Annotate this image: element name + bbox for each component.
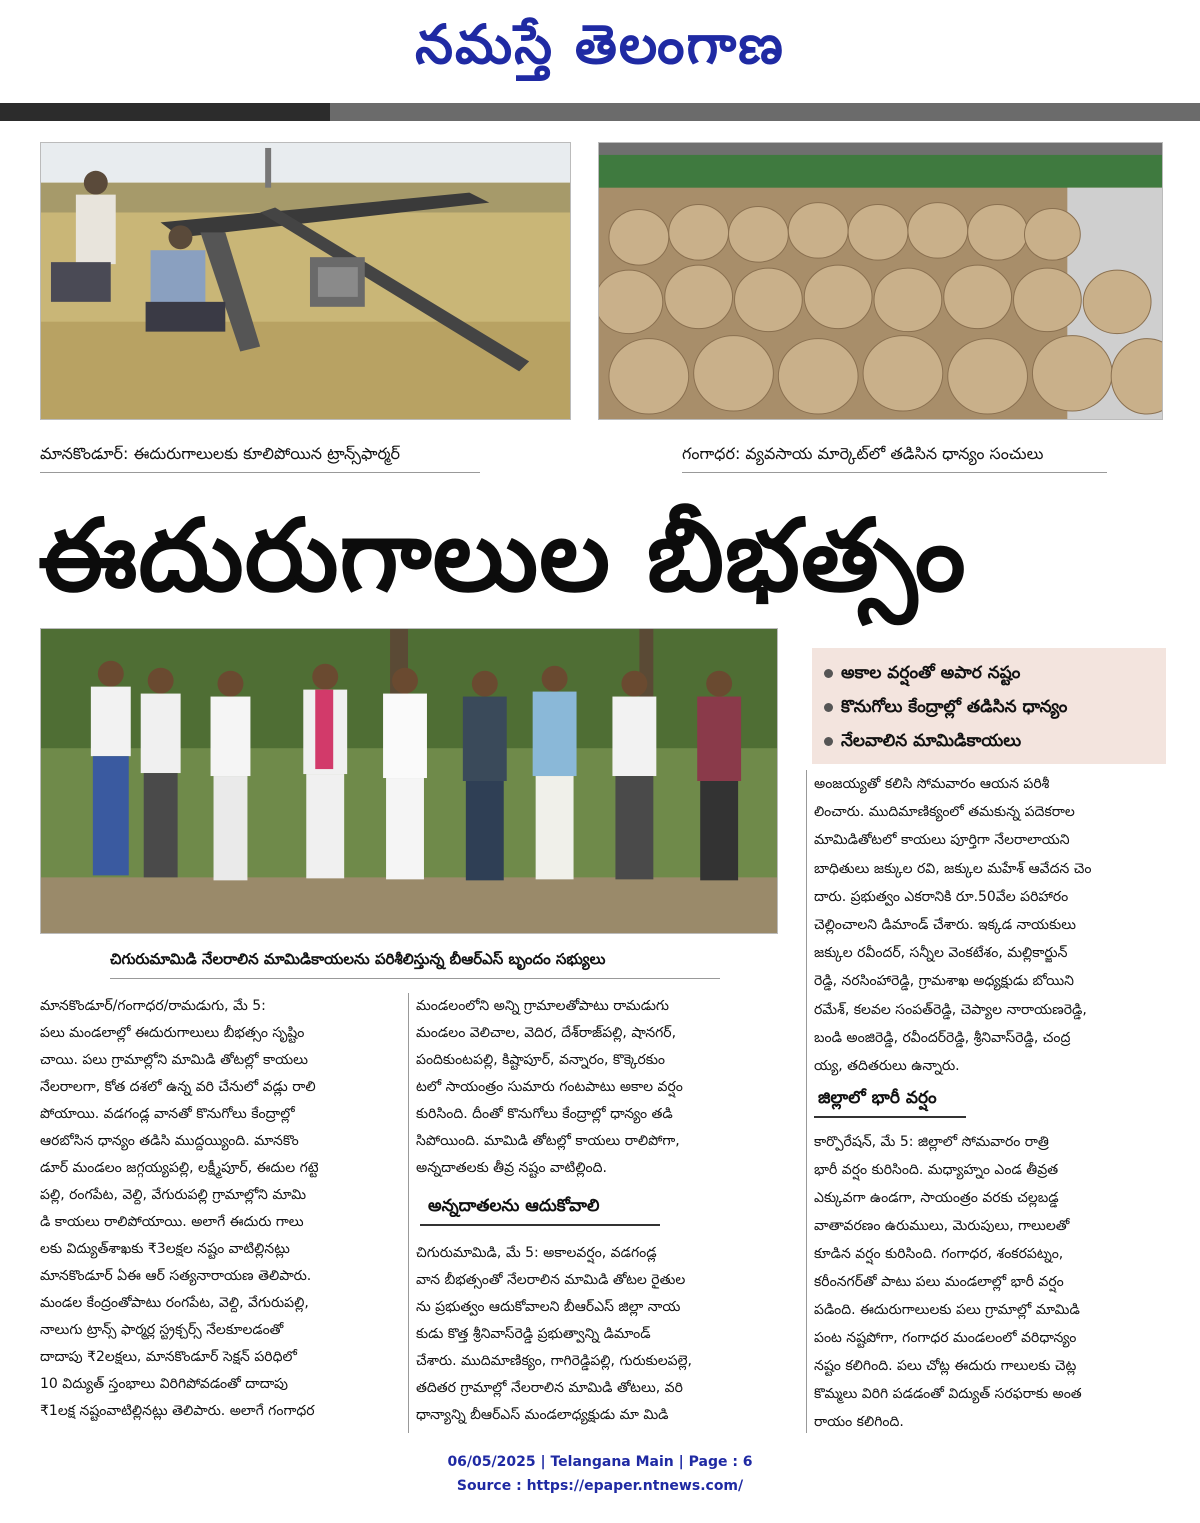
- text-line: డి కాయలు రాలిపోయాయి. అలాగే ఈదురు గాలు: [40, 1214, 304, 1230]
- text-line: మండలంలోని అన్ని గ్రామాలతోపాటు రామడుగు: [416, 998, 669, 1014]
- text-line: పలు మండలాల్లో ఈదురుగాలులు బీభత్సం సృష్టిం: [40, 1025, 305, 1041]
- article-col3-bottom: [814, 1128, 1166, 1436]
- text-line: కరీంనగర్‌తో పాటు పలు మండలాల్లో భారీ వర్షం: [814, 1274, 1064, 1290]
- text-line: కుడు కొత్త శ్రీనివాస్‌రెడ్డి ప్రభుత్వాన్ని డిమాండ్: [416, 1326, 651, 1342]
- text-line: ఎక్కువగా ఉండగా, సాయంత్రం వరకు చల్లబడ్డ: [814, 1190, 1059, 1206]
- text-line: నేలరాలగా, కోత దశలో ఉన్న వరి చేనులో వడ్లు రాలి: [40, 1079, 316, 1095]
- masthead-bar: [0, 103, 1200, 121]
- text-line: అంజయ్యతో కలిసి సోమవారం ఆయన పరిశీ: [814, 776, 1050, 792]
- text-line: 10 విద్యుత్ స్తంభాలు విరిగిపోవడంతో దాదాపు: [40, 1376, 288, 1392]
- article-col2-top: [416, 993, 782, 1182]
- highlight-text: కొనుగోలు కేంద్రాల్లో తడిసిన ధాన్యం: [841, 697, 1068, 717]
- bullet-icon: [824, 703, 833, 712]
- text-line: భారీ వర్షం కురిసింది. మధ్యాహ్నం ఎండ తీవ్రత: [814, 1162, 1059, 1178]
- highlight-text: నేలవాలిన మామిడికాయలు: [841, 731, 1022, 751]
- text-line: సిపోయింది. మామిడి తోటల్లో కాయలు రాలిపోగా,: [416, 1133, 680, 1149]
- text-line: ను ప్రభుత్వం ఆదుకోవాలని బీఆర్‌ఎస్ జిల్లా నాయ: [416, 1299, 681, 1315]
- text-line: పోయాయి. వడగండ్ల వానతో కొనుగోలు కేంద్రాల్లో: [40, 1106, 295, 1122]
- text-line: చేశారు. ముదిమాణిక్యం, గాగిరెడ్డిపల్లి, గురుకులపల్లె,: [416, 1353, 693, 1369]
- text-line: మండలం వెలిచాల, వెదిర, దేశ్‌రాజ్‌పల్లి, షానగర్,: [416, 1025, 677, 1041]
- text-line: కొమ్మలు విరిగి పడడంతో విద్యుత్ సరఫరాకు అంత: [814, 1386, 1082, 1402]
- caption-right-rule: [682, 472, 1107, 473]
- text-line: ధాన్యాన్ని బీఆర్‌ఎస్ మండలాధ్యక్షుడు మా మిడి: [416, 1407, 669, 1423]
- photo-fallen-transformer: [40, 142, 571, 420]
- article-col3-top: [814, 770, 1166, 1080]
- text-line: పంట నష్టపోగా, గంగాధర మండలంలో వరిధాన్యం: [814, 1330, 1077, 1346]
- text-line: మండల కేంద్రంతోపాటు రంగపేట, వెల్ది, వేగురుపల్లి,: [40, 1295, 309, 1311]
- text-line: కూడిన వర్షం కురిసింది. గంగాధర, శంకరపట్నం,: [814, 1246, 1064, 1262]
- column-divider: [408, 993, 409, 1433]
- text-line: ఆరబోసిన ధాన్యం తడిసి ముద్దయ్యింది. మానకొం: [40, 1133, 299, 1149]
- text-line: డూర్ మండలం జగ్గయ్యపల్లి, లక్ష్మీపూర్, ఈదుల గట్టె: [40, 1160, 319, 1176]
- text-line: పల్లి, రంగపేట, వెల్ది, వేగురుపల్లి గ్రామాల్లోని మామి: [40, 1187, 307, 1203]
- footer-date-line: 06/05/2025 | Telangana Main | Page : 6: [447, 1454, 753, 1470]
- text-line: బండి అంజిరెడ్డి, రవీందర్‌రెడ్డి, శ్రీనివాస్‌రెడ్డి, చంద్ర: [814, 1029, 1071, 1046]
- caption-left-rule: [40, 472, 480, 473]
- highlight-text: అకాల వర్షంతో అపార నష్టం: [841, 663, 1021, 683]
- masthead-bar-accent: [0, 103, 330, 121]
- bullet-icon: [824, 737, 833, 746]
- text-line: చాయి. పలు గ్రామాల్లోని మామిడి తోటల్లో కాయలు: [40, 1052, 308, 1068]
- subhead-heavy-rain: జిల్లాలో భారీ వర్షం: [818, 1088, 937, 1108]
- bullet-icon: [824, 669, 833, 678]
- text-line: దారు. ప్రభుత్వం ఎకరానికి రూ.50వేల పరిహారం: [814, 888, 1069, 905]
- text-line: పందికుంటపల్లి, కిష్టాపూర్, వన్నారం, కొక్కెరకుం: [416, 1052, 666, 1068]
- footer-source-link[interactable]: Source : https://epaper.ntnews.com/: [456, 1478, 744, 1494]
- dateline: చిగురుమామిడి, మే 5: అకాలవర్షం, వడగండ్ల: [416, 1245, 657, 1261]
- text-line: జక్కుల రవీందర్, సన్నీల వెంకటేశం, మల్లికార్జున్: [814, 945, 1068, 962]
- subhead-annadatalu: అన్నదాతలను ఆదుకోవాలి: [428, 1196, 600, 1216]
- newspaper-title: నమస్తే తెలంగాణ: [415, 12, 785, 76]
- caption-right-photo: గంగాధర: వ్యవసాయ మార్కెట్‌లో తడిసిన ధాన్యం సంచులు: [682, 444, 1044, 463]
- subhead-rule: [420, 1224, 660, 1226]
- text-line: నష్టం కలిగింది. పలు చోట్ల ఈదురు గాలులకు చెట్ల: [814, 1358, 1077, 1374]
- headline: ఈదురుగాలుల బీభత్సం: [38, 497, 967, 614]
- photo-grain-sacks: [598, 142, 1163, 420]
- dateline: కార్పొరేషన్, మే 5: జిల్లాలో సోమవారం రాత్రి: [814, 1134, 1049, 1150]
- text-line: రెడ్డి, నరసింహారెడ్డి, గ్రామశాఖ అధ్యక్షుడు బోయిని: [814, 973, 1074, 990]
- dateline: మానకొండూర్/గంగాధర/రామడుగు, మే 5:: [40, 998, 266, 1014]
- text-line: మానకొండూర్ ఏఈ ఆర్ సత్యనారాయణ తెలిపారు.: [40, 1268, 312, 1284]
- highlight-item: [824, 656, 1156, 690]
- text-line: కురిసింది. దీంతో కొనుగోలు కేంద్రాల్లో ధాన్యం తడి: [416, 1106, 673, 1122]
- text-line: దాదాపు ₹2లక్షలు, మానకొండూర్ సెక్షన్ పరిధిలో: [40, 1349, 297, 1365]
- text-line: లకు విద్యుత్‌శాఖకు ₹3లక్షల నష్టం వాటిల్లినట్లు: [40, 1241, 290, 1257]
- text-line: లించారు. ముదిమాణిక్యంలో తమకున్న పదెకరాల: [814, 804, 1075, 821]
- text-line: రమేశ్, కలవల సంపత్‌రెడ్డి, చెప్యాల నారాయణరెడ్డి,: [814, 1001, 1087, 1018]
- text-line: పడింది. ఈదురుగాలులకు పలు గ్రామాల్లో మామిడి: [814, 1302, 1080, 1318]
- highlight-item: [824, 690, 1156, 724]
- text-line: అన్నదాతలకు తీవ్ర నష్టం వాటిల్లింది.: [416, 1160, 607, 1176]
- text-line: వాతావరణం ఉరుములు, మెరుపులు, గాలులతో: [814, 1218, 1070, 1234]
- text-line: వాన బీభత్సంతో నేలరాలిన మామిడి తోటల రైతుల: [416, 1272, 686, 1288]
- caption-group-rule: [110, 978, 720, 979]
- subhead-rule: [814, 1116, 966, 1118]
- caption-group-photo: చిగురుమామిడి నేలరాలిన మామిడికాయలను పరిశీలిస్తున్న బీఆర్‌ఎస్ బృందం సభ్యులు: [110, 950, 606, 968]
- text-line: ₹1లక్ష నష్టంవాటిల్లినట్లు తెలిపారు. అలాగే గంగాధర: [40, 1403, 315, 1419]
- text-line: తదితర గ్రామాల్లో నేలరాలిన మామిడి తోటలు, వరి: [416, 1380, 683, 1396]
- highlights-box: [812, 648, 1166, 764]
- masthead: [0, 0, 1200, 100]
- column-divider: [806, 770, 807, 1433]
- text-line: మామిడితోటలో కాయలు పూర్తిగా నేలరాలాయని: [814, 832, 1070, 849]
- text-line: య్య, తదితరులు ఉన్నారు.: [814, 1058, 960, 1075]
- text-line: రాయం కలిగింది.: [814, 1414, 904, 1430]
- text-line: చెల్లించాలని డిమాండ్ చేశారు. ఇక్కడ నాయకులు: [814, 917, 1076, 934]
- text-line: నాలుగు ట్రాన్స్ ఫార్మర్ల స్ట్రక్చర్స్ నేలకూలడంతో: [40, 1322, 284, 1338]
- text-line: బాధితులు జక్కుల రవి, జక్కుల మహేశ్ ఆవేదన చెం: [814, 860, 1092, 877]
- photo-brs-team: [40, 628, 778, 934]
- caption-left-photo: మానకొండూర్: ఈదురుగాలులకు కూలిపోయిన ట్రాన్స్‌ఫార్మర్: [40, 444, 401, 463]
- text-line: టలో సాయంత్రం సుమారు గంటపాటు అకాల వర్షం: [416, 1079, 683, 1095]
- article-col2-bottom: [416, 1240, 782, 1429]
- highlight-item: [824, 724, 1156, 758]
- article-col1: [40, 993, 402, 1425]
